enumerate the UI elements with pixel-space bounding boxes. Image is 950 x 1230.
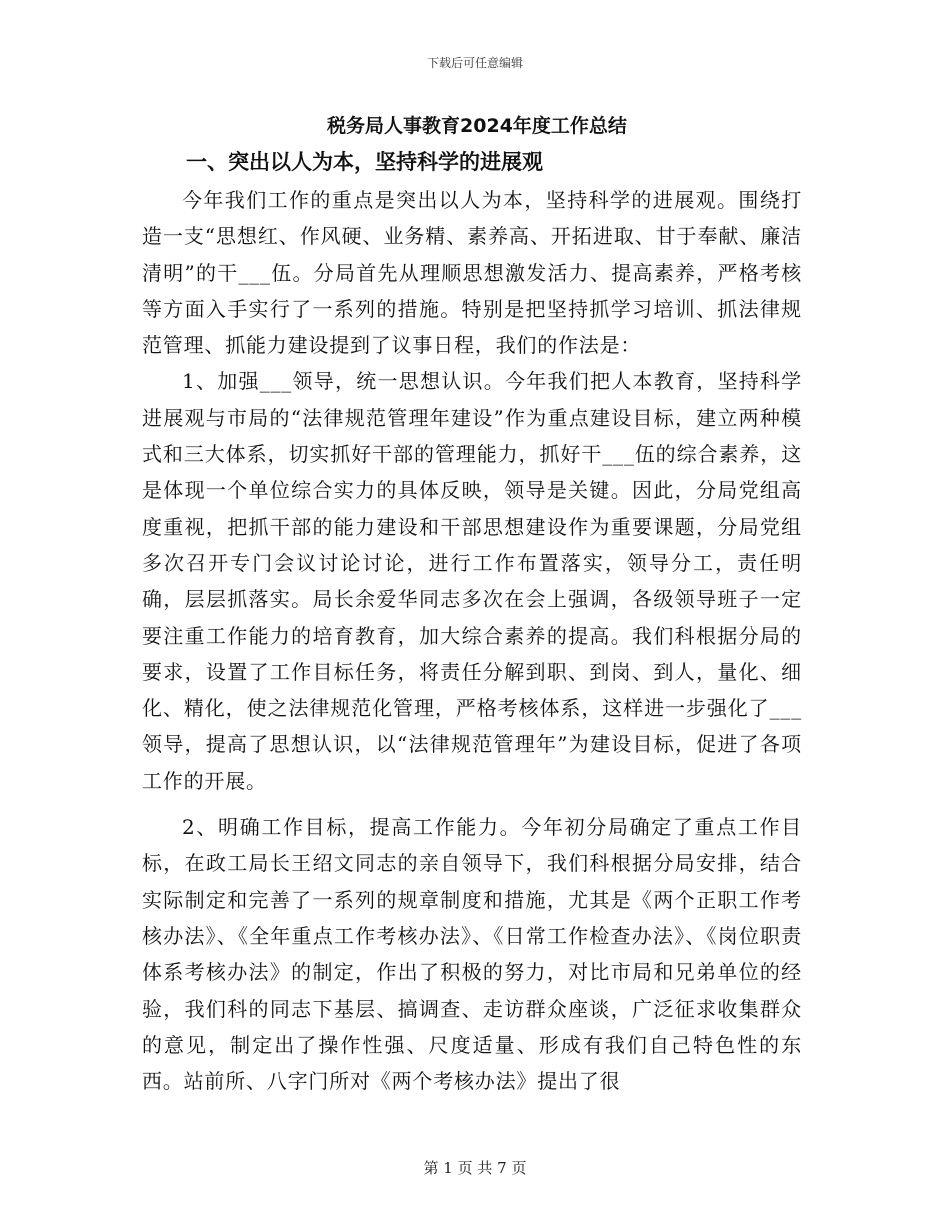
section-heading: 一、突出以人为本，坚持科学的进展观 [186,150,543,174]
paragraph-gap [142,799,802,809]
page-footer: 第 1 页 共 7 页 [423,1159,527,1177]
document-title: 税务局人事教育2024年度工作总结 [327,115,627,137]
paragraph-intro: 今年我们工作的重点是突出以人为本，坚持科学的进展观。围绕打造一支“思想红、作风硬、业务精、素养高、开拓进取、甘于奉献、廉洁清明”的干___伍。分局首先从理顺思想激发活力、提高素养，严格考核等方面入手实行了一系列的措施。特别是把坚持抓学习培训、抓法律规范管理、抓能力建设提到了议事日程，我们的作法是： [142,188,802,358]
header-note: 下载后可任意编辑 [426,56,523,70]
paragraph-item-1: 1、加强___领导，统一思想认识。今年我们把人本教育，坚持科学进展观与市局的“法律规范管理年建设”作为重点建设目标，建立两种模式和三大体系，切实抓好干部的管理能力，抓好干___伍的综合素养，这是体现一个单位综合实力的具体反映，领导是关键。因此，分局党组高度重视，把抓干部的能力建设和干部思想建设作为重要课题，分局党组多次召开专门会议讨论讨论，进行工作布置落实，领导分工，责任明确，层层抓落实。局长余爱华同志多次在会上强调，各级领导班子一定要注重工作能力的培育教育，加大综合素养的提高。我们科根据分局的要求，设置了工作目标任务，将责任分解到职、到岗、到人，量化、细化、精化，使之法律规范化管理，严格考核体系，这样进一步强化了___领导，提高了思想认识，以“法律规范管理年”为建设目标，促进了各项工作的开展。 [142,369,802,793]
document-body [142,108,802,1099]
paragraph-item-2: 2、明确工作目标，提高工作能力。今年初分局确定了重点工作目标，在政工局长王绍文同志的亲自领导下，我们科根据分局安排，结合实际制定和完善了一系列的规章制度和措施，尤其是《两个正职工作考核办法》、《全年重点工作考核办法》、《日常工作检查办法》、《岗位职责体系考核办法》的制定，作出了积极的努力，对比市局和兄弟单位的经验，我们科的同志下基层、搞调查、走访群众座谈，广泛征求收集群众的意见，制定出了操作性强、尺度适量、形成有我们自己特色性的东西。站前所、八字门所对《两个考核办法》提出了很 [142,815,802,1094]
